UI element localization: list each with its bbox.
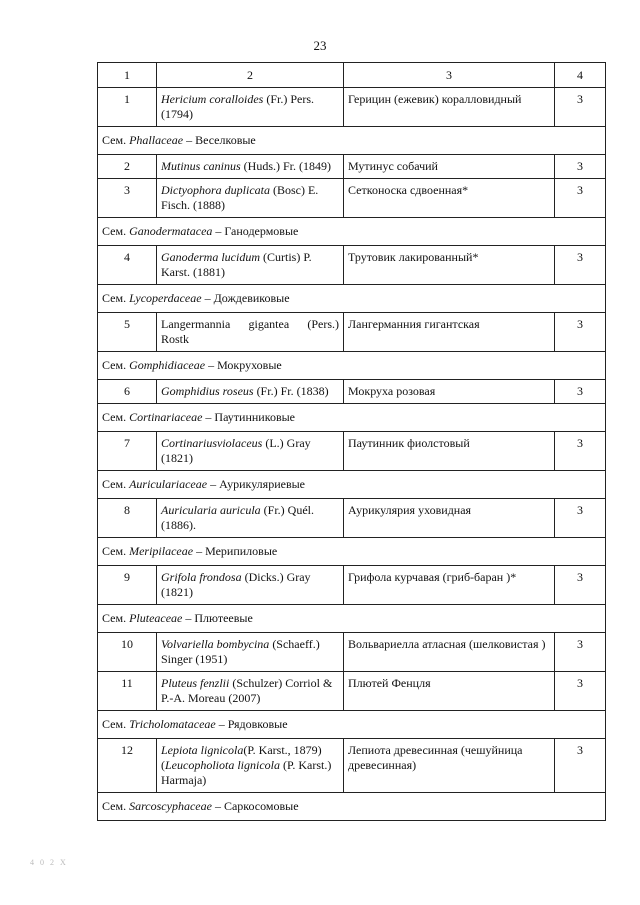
table-row bbox=[98, 179, 606, 218]
latin-name: Ganoderma lucidum (Curtis) P. Karst. (1881) bbox=[157, 246, 344, 285]
category: 3 bbox=[555, 739, 606, 793]
row-number: 8 bbox=[98, 499, 157, 538]
category: 3 bbox=[555, 246, 606, 285]
family-row bbox=[98, 711, 606, 739]
row-number: 2 bbox=[98, 155, 157, 179]
row-number: 7 bbox=[98, 432, 157, 471]
latin-name: Hericium coralloides (Fr.) Pers. (1794) bbox=[157, 88, 344, 127]
table-row bbox=[98, 246, 606, 285]
latin-name: Langermannia gigantea (Pers.) Rostk bbox=[157, 313, 344, 352]
family-label: Сем. Sarcoscyphaceae – Саркосомовые bbox=[98, 793, 606, 821]
family-label: Сем. Auriculariaceae – Аурикуляриевые bbox=[98, 471, 606, 499]
family-row bbox=[98, 404, 606, 432]
category: 3 bbox=[555, 432, 606, 471]
latin-name: Grifola frondosa (Dicks.) Gray (1821) bbox=[157, 566, 344, 605]
row-number: 9 bbox=[98, 566, 157, 605]
russian-name: Герицин (ежевик) коралловидный bbox=[344, 88, 555, 127]
row-number: 1 bbox=[98, 88, 157, 127]
category: 3 bbox=[555, 179, 606, 218]
table-row bbox=[98, 432, 606, 471]
species-table bbox=[97, 62, 606, 821]
russian-name: Лепиота древесинная (чешуйница древесинная) bbox=[344, 739, 555, 793]
family-label: Сем. Meripilaceae – Мерипиловые bbox=[98, 538, 606, 566]
table-row bbox=[98, 499, 606, 538]
russian-name: Трутовик лакированный* bbox=[344, 246, 555, 285]
russian-name: Сетконоска сдвоенная* bbox=[344, 179, 555, 218]
category: 3 bbox=[555, 566, 606, 605]
latin-name: Lepiota lignicola(P. Karst., 1879) (Leucopholiota lignicola (P. Karst.) Harmaja) bbox=[157, 739, 344, 793]
family-row bbox=[98, 285, 606, 313]
russian-name: Мокруха розовая bbox=[344, 380, 555, 404]
latin-name: Pluteus fenzlii (Schulzer) Corriol & P.-A. Moreau (2007) bbox=[157, 672, 344, 711]
scan-mark: 4 0 2 X bbox=[30, 858, 68, 867]
table-row bbox=[98, 566, 606, 605]
family-row bbox=[98, 352, 606, 380]
family-label: Сем. Cortinariaceae – Паутинниковые bbox=[98, 404, 606, 432]
russian-name: Плютей Фенцля bbox=[344, 672, 555, 711]
family-row bbox=[98, 471, 606, 499]
table-row bbox=[98, 633, 606, 672]
row-number: 11 bbox=[98, 672, 157, 711]
header-cell: 3 bbox=[344, 63, 555, 88]
table-row bbox=[98, 380, 606, 404]
row-number: 10 bbox=[98, 633, 157, 672]
row-number: 12 bbox=[98, 739, 157, 793]
family-label: Сем. Phallaceae – Веселковые bbox=[98, 127, 606, 155]
family-label: Сем. Lycoperdaceae – Дождевиковые bbox=[98, 285, 606, 313]
category: 3 bbox=[555, 633, 606, 672]
header-cell: 4 bbox=[555, 63, 606, 88]
category: 3 bbox=[555, 155, 606, 179]
row-number: 6 bbox=[98, 380, 157, 404]
category: 3 bbox=[555, 672, 606, 711]
family-label: Сем. Ganodermatacea – Ганодермовые bbox=[98, 218, 606, 246]
table-header-row bbox=[98, 63, 606, 88]
table-row bbox=[98, 155, 606, 179]
family-label: Сем. Pluteaceae – Плютеевые bbox=[98, 605, 606, 633]
table-row bbox=[98, 88, 606, 127]
russian-name: Вольвариелла атласная (шелковистая ) bbox=[344, 633, 555, 672]
category: 3 bbox=[555, 88, 606, 127]
family-row bbox=[98, 127, 606, 155]
category: 3 bbox=[555, 499, 606, 538]
family-label: Сем. Tricholomataceae – Рядовковые bbox=[98, 711, 606, 739]
russian-name: Паутинник фиолстовый bbox=[344, 432, 555, 471]
table-row bbox=[98, 739, 606, 793]
category: 3 bbox=[555, 380, 606, 404]
family-row bbox=[98, 538, 606, 566]
header-cell: 1 bbox=[98, 63, 157, 88]
category: 3 bbox=[555, 313, 606, 352]
russian-name: Аурикулярия уховидная bbox=[344, 499, 555, 538]
table-row bbox=[98, 313, 606, 352]
latin-name: Mutinus caninus (Huds.) Fr. (1849) bbox=[157, 155, 344, 179]
latin-name: Volvariella bombycina (Schaeff.) Singer (1951) bbox=[157, 633, 344, 672]
row-number: 5 bbox=[98, 313, 157, 352]
russian-name: Мутинус собачий bbox=[344, 155, 555, 179]
russian-name: Лангерманния гигантская bbox=[344, 313, 555, 352]
latin-name: Auricularia auricula (Fr.) Quél. (1886). bbox=[157, 499, 344, 538]
russian-name: Грифола курчавая (гриб-баран )* bbox=[344, 566, 555, 605]
family-row bbox=[98, 793, 606, 821]
page-number: 23 bbox=[313, 38, 327, 53]
header-cell: 2 bbox=[157, 63, 344, 88]
latin-name: Cortinariusviolaceus (L.) Gray (1821) bbox=[157, 432, 344, 471]
latin-name: Dictyophora duplicata (Bosc) E. Fisch. (1888) bbox=[157, 179, 344, 218]
family-row bbox=[98, 218, 606, 246]
family-row bbox=[98, 605, 606, 633]
row-number: 3 bbox=[98, 179, 157, 218]
table-row bbox=[98, 672, 606, 711]
family-label: Сем. Gomphidiaceae – Мокруховые bbox=[98, 352, 606, 380]
row-number: 4 bbox=[98, 246, 157, 285]
latin-name: Gomphidius roseus (Fr.) Fr. (1838) bbox=[157, 380, 344, 404]
